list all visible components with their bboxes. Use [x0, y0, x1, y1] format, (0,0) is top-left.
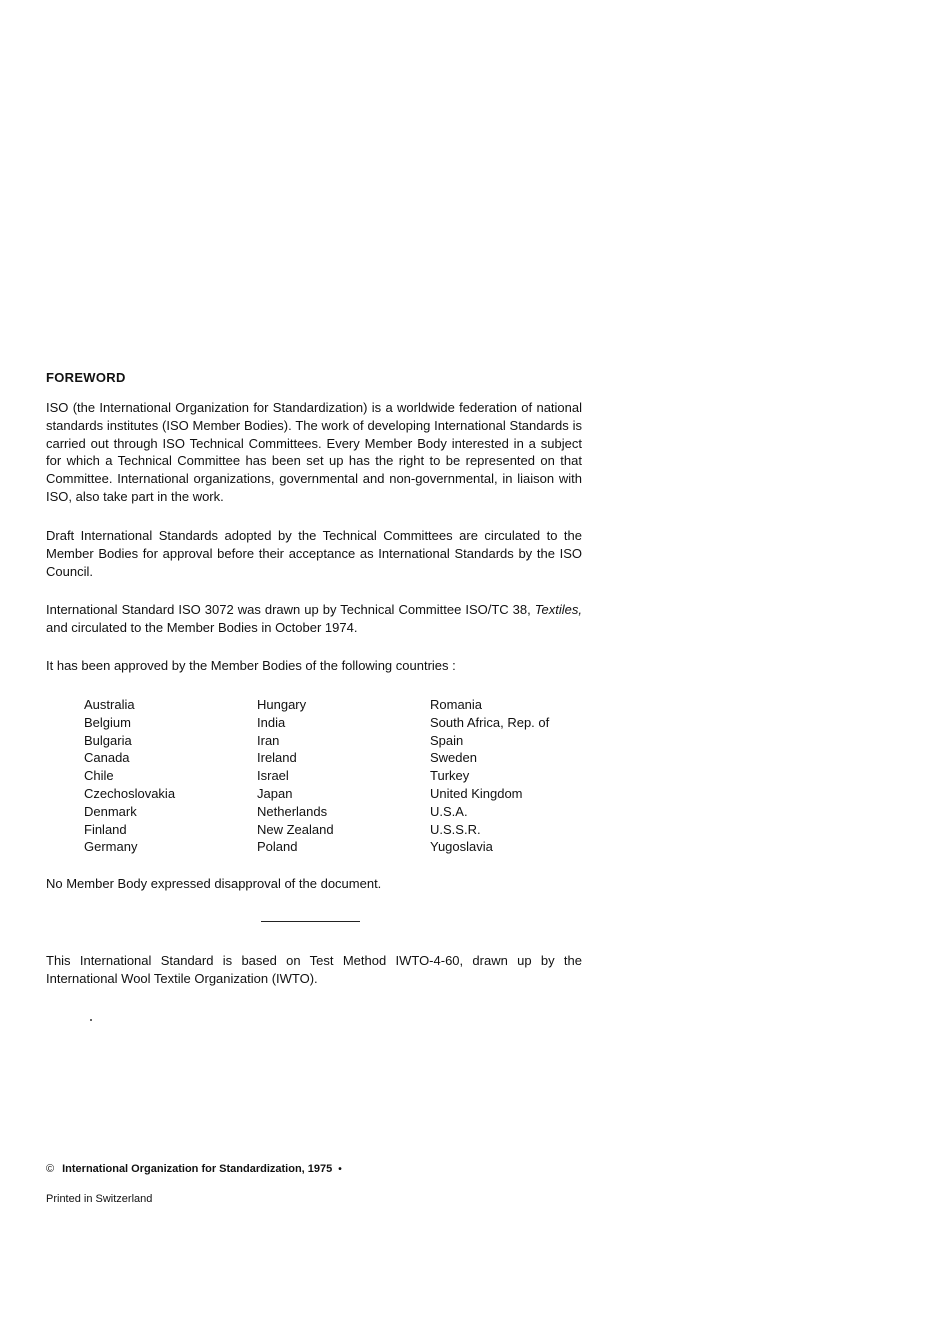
- draft-standards-paragraph: Draft International Standards adopted by the Technical Committees are circulated to the Member Bodies for approval before their acceptance as International Standards by the ISO Council.: [46, 528, 582, 579]
- country-item: India: [257, 714, 286, 730]
- country-item: Poland: [257, 839, 298, 855]
- country-item: Canada: [84, 750, 130, 766]
- country-item: Bulgaria: [84, 732, 132, 748]
- bullet-icon: •: [338, 1164, 342, 1175]
- country-item: Hungary: [257, 697, 307, 712]
- country-item: New Zealand: [257, 821, 334, 837]
- intro-paragraph: ISO (the International Organization for Standardization) is a worldwide federation of national standards institutes (ISO Member Bodies). The work of developing International Standards is carried out through ISO Technical Committees. Every Member Body interested in a subject for which a Technical Committee has been set up has the right to be represented on that Committee. International organizations, governmental and non-governmental, in liaison with ISO, also take part in the work.: [46, 400, 582, 504]
- standard-origin-paragraph: [46, 601, 582, 637]
- committee-subject-italic: Textiles,: [534, 602, 582, 617]
- country-item: Japan: [257, 785, 293, 801]
- based-on-paragraph: This International Standard is based on Test Method IWTO-4-60, drawn up by the International Wool Textile Organization (IWTO).: [46, 953, 582, 986]
- print-speck: [90, 1019, 92, 1021]
- standard-origin-text-start: International Standard ISO 3072 was drawn up by Technical Committee ISO/TC 38,: [46, 602, 535, 617]
- country-item: Israel: [257, 768, 289, 784]
- country-item: Sweden: [430, 750, 477, 766]
- country-item: U.S.S.R.: [430, 821, 481, 837]
- countries-column-1: [84, 696, 254, 856]
- copyright-icon: ©: [46, 1163, 55, 1175]
- printed-in-line: Printed in Switzerland: [46, 1193, 153, 1205]
- no-disapproval-paragraph: No Member Body expressed disapproval of the document.: [46, 876, 382, 891]
- country-item: Finland: [84, 821, 127, 837]
- countries-column-3: [430, 696, 600, 856]
- country-item: U.S.A.: [430, 803, 468, 819]
- country-item: Yugoslavia: [430, 839, 493, 855]
- country-item: United Kingdom: [430, 785, 523, 801]
- country-item: Netherlands: [257, 803, 328, 819]
- country-item: South Africa, Rep. of: [430, 714, 550, 730]
- countries-column-2: [257, 696, 427, 856]
- country-item: Czechoslovakia: [84, 785, 176, 801]
- country-item: Turkey: [430, 768, 470, 784]
- country-item: Spain: [430, 732, 464, 748]
- country-item: Ireland: [257, 750, 297, 766]
- section-divider: [261, 921, 360, 922]
- foreword-heading: FOREWORD: [46, 370, 126, 385]
- country-item: Romania: [430, 697, 483, 712]
- approval-paragraph: It has been approved by the Member Bodies of the following countries :: [46, 658, 456, 673]
- country-item: Iran: [257, 732, 280, 748]
- copyright-text: International Organization for Standardization, 1975: [62, 1163, 333, 1175]
- standard-origin-text-end: and circulated to the Member Bodies in October 1974.: [46, 619, 358, 635]
- country-item: Germany: [84, 839, 138, 855]
- copyright-line: [46, 1163, 342, 1175]
- country-item: Australia: [84, 697, 135, 712]
- country-item: Denmark: [84, 803, 137, 819]
- country-item: Chile: [84, 768, 114, 784]
- country-item: Belgium: [84, 714, 131, 730]
